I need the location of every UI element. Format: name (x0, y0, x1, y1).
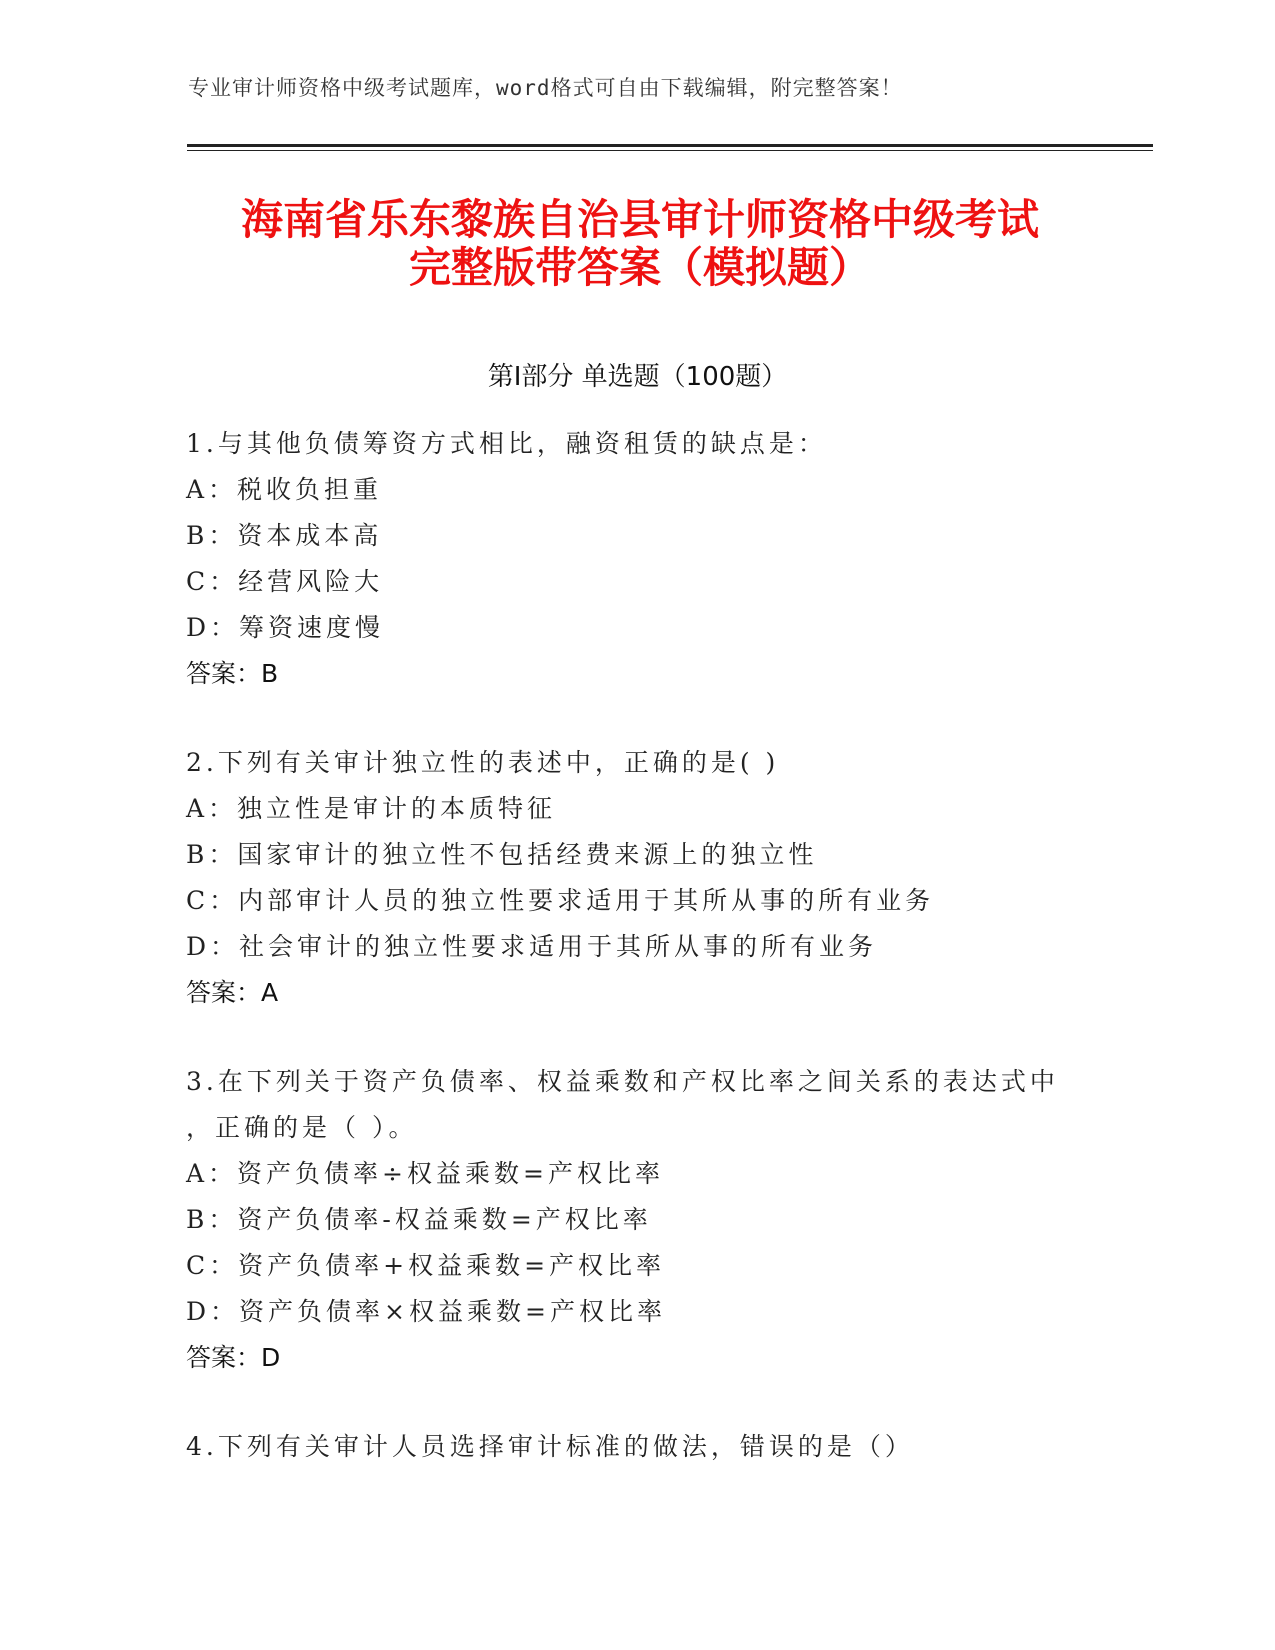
document-title-line-2: 完整版带答案（模拟题） (408, 243, 871, 292)
question-stem: 1.与其他负债筹资方式相比，融资租赁的缺点是： (186, 429, 827, 458)
option-b: B：资产负债率-权益乘数=产权比率 (186, 1205, 652, 1234)
option-a: A：税收负担重 (186, 475, 383, 504)
header-rule-thick (187, 144, 1153, 147)
option-b: B：资本成本高 (186, 521, 383, 550)
document-title-line-1: 海南省乐东黎族自治县审计师资格中级考试 (240, 195, 1039, 244)
question-stem-line-2: ，正确的是（ ）。 (186, 1113, 418, 1142)
answer: 答案：A (186, 978, 279, 1007)
answer: 答案：B (186, 659, 279, 688)
option-b: B：国家审计的独立性不包括经费来源上的独立性 (186, 840, 818, 869)
question-2 (186, 740, 934, 1016)
option-d: D：资产负债率×权益乘数=产权比率 (186, 1297, 666, 1326)
option-c: C：内部审计人员的独立性要求适用于其所从事的所有业务 (186, 886, 935, 915)
option-c: C：经营风险大 (186, 567, 384, 596)
option-d: D：社会审计的独立性要求适用于其所从事的所有业务 (186, 932, 878, 961)
option-c: C：资产负债率+权益乘数=产权比率 (186, 1251, 666, 1280)
question-1 (186, 421, 827, 697)
header-rule-thin (187, 150, 1153, 151)
question-stem: 2.下列有关审计独立性的表述中，正确的是( ) (186, 748, 780, 777)
header-note: 专业审计师资格中级考试题库，word格式可自由下载编辑，附完整答案！ (188, 76, 903, 100)
section-title: 第Ⅰ部分 单选题（100题） (487, 362, 788, 392)
document-title (190, 196, 1090, 292)
question-3 (186, 1059, 1059, 1381)
question-4 (186, 1424, 914, 1470)
question-stem: 4.下列有关审计人员选择审计标准的做法，错误的是（） (186, 1432, 914, 1461)
answer: 答案：D (186, 1343, 281, 1372)
option-d: D：筹资速度慢 (186, 613, 385, 642)
question-stem-line-1: 3.在下列关于资产负债率、权益乘数和产权比率之间关系的表达式中 (186, 1067, 1059, 1096)
option-a: A：资产负债率÷权益乘数=产权比率 (186, 1159, 664, 1188)
option-a: A：独立性是审计的本质特征 (186, 794, 557, 823)
